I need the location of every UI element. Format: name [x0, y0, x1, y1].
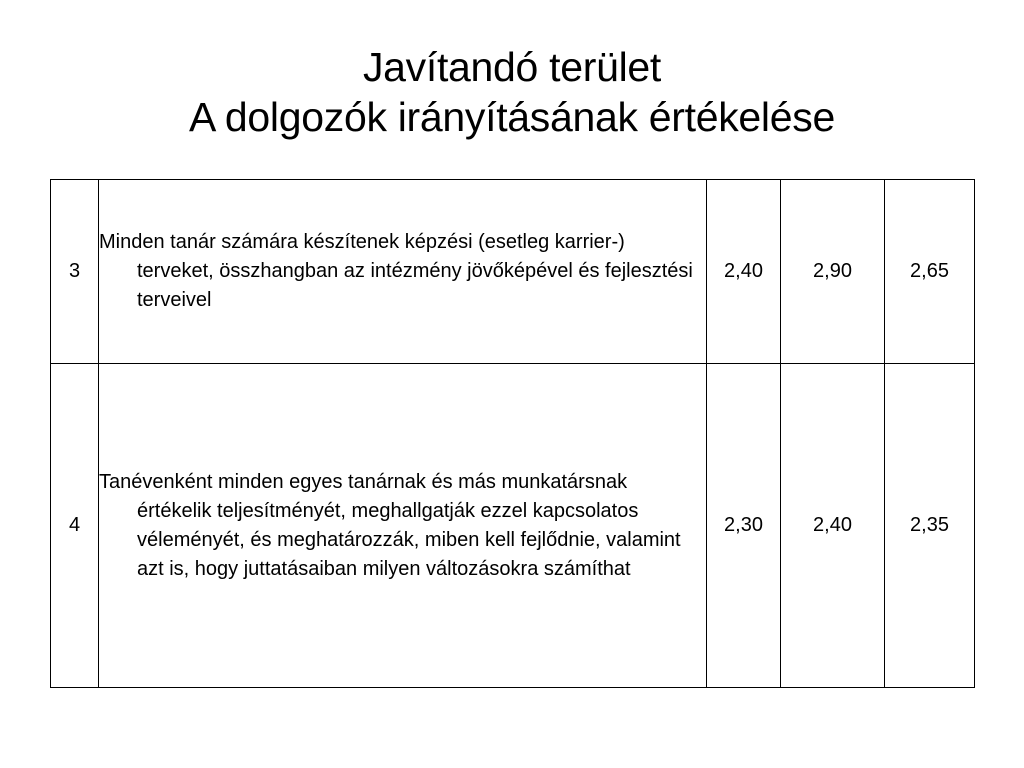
row-number: 4 — [51, 364, 99, 688]
value-cell: 2,30 — [707, 364, 781, 688]
row-number: 3 — [51, 180, 99, 364]
table-row — [51, 364, 975, 688]
value-cell: 2,35 — [885, 364, 975, 688]
row-description-text: Minden tanár számára készítenek képzési (esetleg karrier-) terveket, összhangban az intézmény jövőképével és fejlesztési terveivel — [99, 231, 693, 311]
title-line-2: A dolgozók irányításának értékelése — [189, 94, 835, 140]
table-row — [51, 180, 975, 364]
value-cell: 2,90 — [781, 180, 885, 364]
evaluation-table — [50, 179, 975, 688]
slide-title — [0, 42, 1024, 142]
row-description — [99, 180, 707, 364]
row-description-text: Tanévenként minden egyes tanárnak és más munkatársnak értékelik teljesítményét, meghallgatják ezzel kapcsolatos véleményét, és meghatározzák, miben kell fejlődnie, valamint azt is, hogy juttatásaiban milyen változásokra számíthat — [99, 470, 681, 580]
row-description — [99, 364, 707, 688]
value-cell: 2,65 — [885, 180, 975, 364]
title-line-1: Javítandó terület — [362, 44, 662, 90]
value-cell: 2,40 — [707, 180, 781, 364]
value-cell: 2,40 — [781, 364, 885, 688]
